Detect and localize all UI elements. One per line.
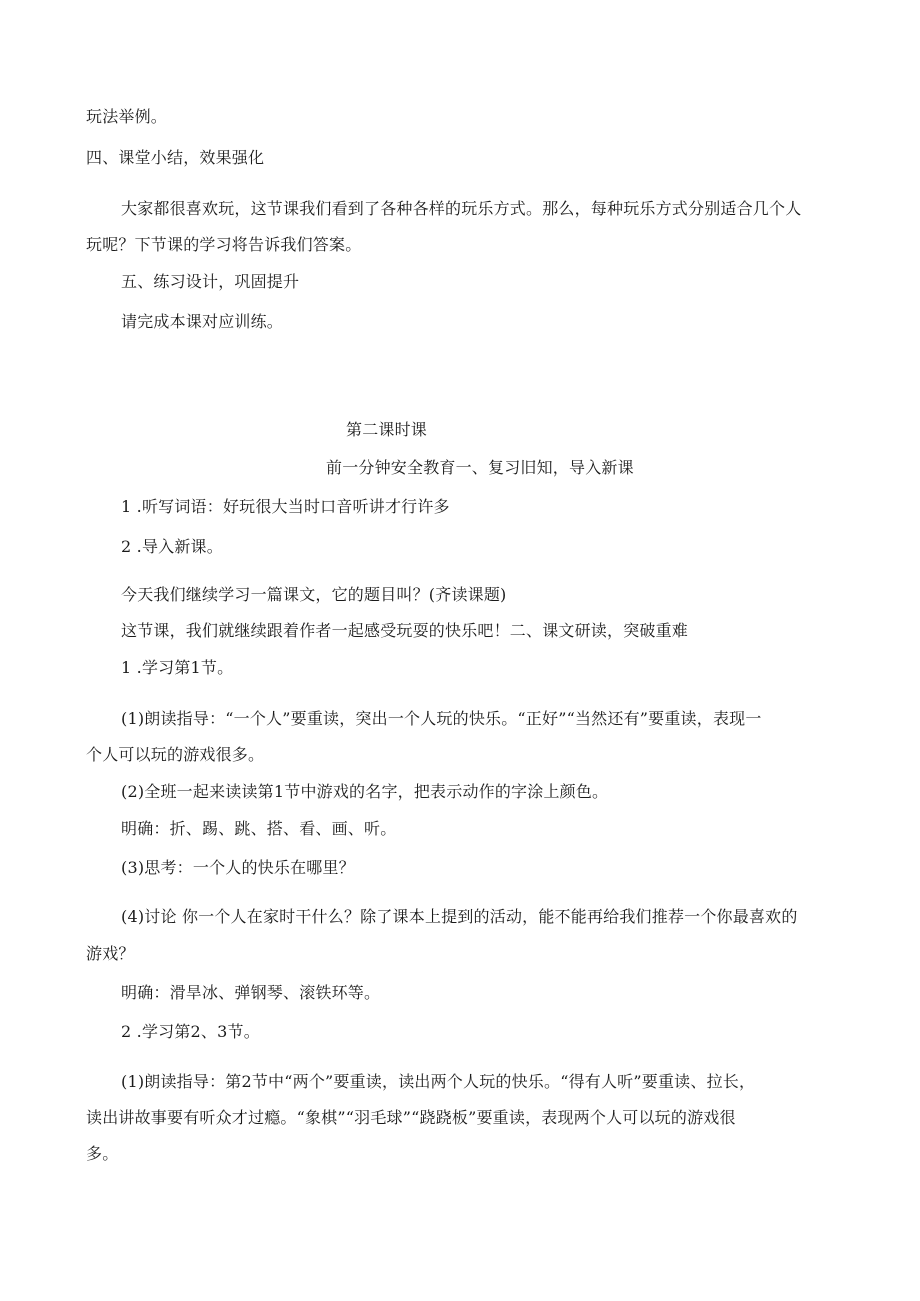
text-line: (1)朗读指导：“一个人”要重读，突出一个人玩的快乐。“正好”“当然还有”要重读，表现一 (121, 709, 762, 728)
text-line: 这节课，我们就继续跟着作者一起感受玩耍的快乐吧！二、课文研读，突破重难 (121, 621, 689, 640)
section-heading: 四、课堂小结，效果强化 (86, 148, 265, 167)
list-item: 1 .听写词语：好玩很大当时口音听讲才行许多 (121, 497, 450, 516)
list-item: 2 .学习第2、3节。 (121, 1022, 260, 1041)
section-heading: 五、练习设计，巩固提升 (121, 272, 300, 291)
list-item: 2 .导入新课。 (121, 537, 223, 556)
text-line: 读出讲故事要有听众才过瘾。“象棋”“羽毛球”“跷跷板”要重读，表现两个人可以玩的游戏很 (86, 1108, 736, 1127)
list-item: 1 .学习第1节。 (121, 658, 234, 677)
text-line: 明确：滑旱冰、弹钢琴、滚铁环等。 (121, 983, 381, 1002)
text-line: 个人可以玩的游戏很多。 (86, 745, 265, 764)
lesson-title: 第二课时课 (346, 420, 428, 439)
text-line: (2)全班一起来读读第1节中游戏的名字，把表示动作的字涂上颜色。 (121, 782, 609, 801)
section-heading: 前一分钟安全教育一、复习旧知，导入新课 (326, 458, 634, 477)
text-line: 大家都很喜欢玩，这节课我们看到了各种各样的玩乐方式。那么，每种玩乐方式分别适合几个人 (121, 199, 802, 218)
text-line: (4)讨论 你一个人在家时干什么？除了课本上提到的活动，能不能再给我们推荐一个你最喜欢的 (121, 907, 798, 926)
text-line: (1)朗读指导：第2节中“两个”要重读，读出两个人玩的快乐。“得有人听”要重读、拉长， (121, 1072, 756, 1091)
text-line: 请完成本课对应训练。 (121, 312, 284, 331)
text-line: 玩法举例。 (86, 107, 168, 126)
text-line: 游戏？ (86, 944, 135, 963)
text-line: 明确：折、踢、跳、搭、看、画、听。 (121, 819, 397, 838)
text-line: (3)思考：一个人的快乐在哪里？ (121, 858, 355, 877)
text-line: 多。 (86, 1144, 119, 1163)
text-line: 玩呢？下节课的学习将告诉我们答案。 (86, 235, 362, 254)
text-line: 今天我们继续学习一篇课文，它的题目叫？(齐读课题) (121, 585, 507, 604)
